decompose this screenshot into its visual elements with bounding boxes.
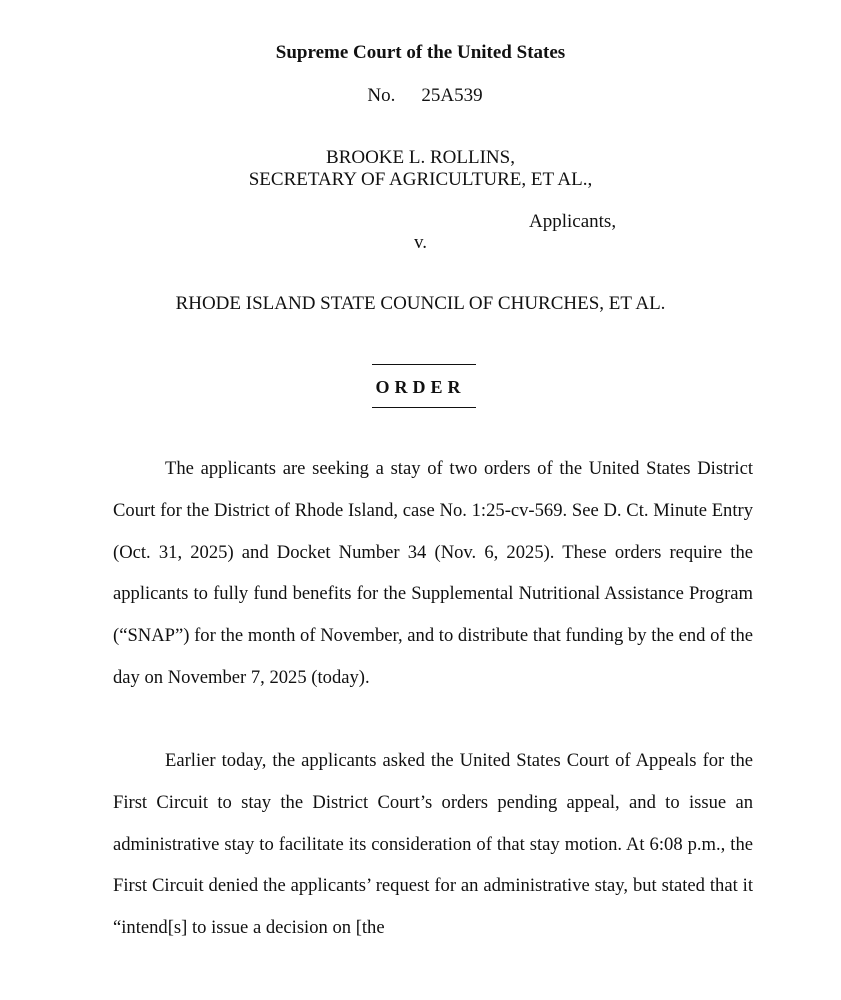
order-rule-bottom <box>372 407 476 408</box>
respondents: RHODE ISLAND STATE COUNCIL OF CHURCHES, ET AL. <box>175 293 666 314</box>
applicant-role: Applicants, <box>529 211 617 232</box>
order-body-paragraph-1 <box>113 448 753 699</box>
order-rule-top <box>372 364 476 365</box>
versus: v. <box>413 232 428 253</box>
order-body-paragraph-2 <box>113 740 753 949</box>
docket-label: No. <box>367 85 396 106</box>
paragraph: Earlier today, the applicants asked the United States Court of Appeals for the First Circuit to stay the District Court’s orders pending appeal, and to issue an administrative stay to facilitate its consideration of that stay motion. At 6:08 p.m., the First Circuit denied the applicants’ request for an administrative stay, but stated that it “intend[s] to issue a decision on [the <box>113 750 753 939</box>
applicant-name: BROOKE L. ROLLINS, <box>326 147 515 168</box>
docket-number: 25A539 <box>421 85 483 106</box>
paragraph: The applicants are seeking a stay of two orders of the United States District Court for the District of Rhode Island, case No. 1:25-cv-569. See D. Ct. Minute Entry (Oct. 31, 2025) and Docket Number 34 (Nov. 6, 2025). These orders require the applicants to fully fund benefits for the Supplemental Nutritional Assistance Program (“SNAP”) for the month of November, and to distribute that funding by the end of the day on November 7, 2025 (today). <box>113 458 753 688</box>
order-heading: ORDER <box>375 377 466 397</box>
docket-number-line <box>0 85 841 107</box>
applicant-title: SECRETARY OF AGRICULTURE, ET AL., <box>248 169 593 190</box>
court-title: Supreme Court of the United States <box>275 42 566 63</box>
